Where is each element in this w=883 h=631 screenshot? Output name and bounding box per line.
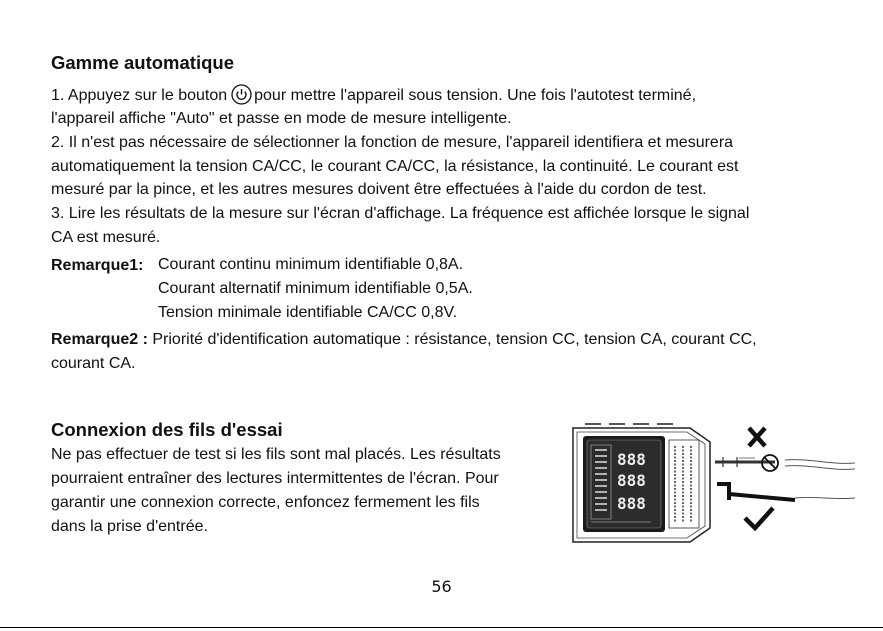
step1-text-b: pour mettre l'appareil sous tension. Une fois l'autotest terminé,	[254, 87, 697, 104]
multimeter-illustration	[565, 420, 855, 550]
remark1-text1: Courant continu minimum identifiable 0,8A.	[158, 256, 464, 273]
test-leads-line1: Ne pas effectuer de test si les fils sont mal placés. Les résultats	[51, 446, 501, 463]
remark1-line1	[51, 254, 143, 278]
step2-line1: 2. Il n'est pas nécessaire de sélectionner la fonction de mesure, l'appareil identifiera et mesurera	[51, 134, 734, 151]
svg-text:888: 888	[617, 450, 646, 469]
power-icon	[231, 84, 252, 105]
remark2-line2: courant CA.	[51, 355, 136, 372]
step1-text-a: 1. Appuyez sur le bouton	[51, 87, 228, 104]
step2-line3: mesuré par la pince, et les autres mesures doivent être effectuées à l'aide du cordon de test.	[51, 181, 707, 198]
step1-line2: l'appareil affiche "Auto" et passe en mode de mesure intelligente.	[51, 110, 512, 127]
remark2-line1	[51, 328, 757, 352]
remark2-label: Remarque2 :	[51, 331, 148, 348]
check-icon	[745, 508, 773, 528]
remark1-text2: Courant alternatif minimum identifiable 0,5A.	[158, 280, 473, 297]
step1-line1	[51, 84, 696, 108]
remark2-text-a: Priorité d'identification automatique : résistance, tension CC, tension CA, courant CC,	[152, 331, 757, 348]
section-title-test-leads: Connexion des fils d'essai	[51, 419, 283, 440]
section-title-auto-range: Gamme automatique	[51, 52, 234, 73]
test-leads-line3: garantir une connexion correcte, enfoncez fermement les fils	[51, 494, 480, 511]
remark1-label: Remarque1:	[51, 257, 144, 274]
remark1-text3: Tension minimale identifiable CA/CC 0,8V.	[158, 304, 458, 321]
step3-line1: 3. Lire les résultats de la mesure sur l'écran d'affichage. La fréquence est affichée lorsque le signal	[51, 205, 750, 222]
cross-icon	[749, 428, 765, 446]
svg-text:888: 888	[617, 471, 646, 490]
multimeter-body	[573, 424, 710, 545]
footer-divider	[0, 627, 883, 628]
step2-line2: automatiquement la tension CA/CC, le courant CA/CC, la résistance, la continuité. Le courant est	[51, 158, 739, 175]
test-leads-line2: pourraient entraîner des lectures intermittentes de l'écran. Pour	[51, 470, 499, 487]
test-leads-line4: dans la prise d'entrée.	[51, 518, 208, 535]
svg-text:888: 888	[617, 494, 646, 513]
step3-line2: CA est mesuré.	[51, 229, 161, 246]
page-number: 56	[431, 577, 452, 596]
wrong-connection-probe	[715, 457, 855, 469]
correct-connection-probe	[717, 484, 855, 500]
